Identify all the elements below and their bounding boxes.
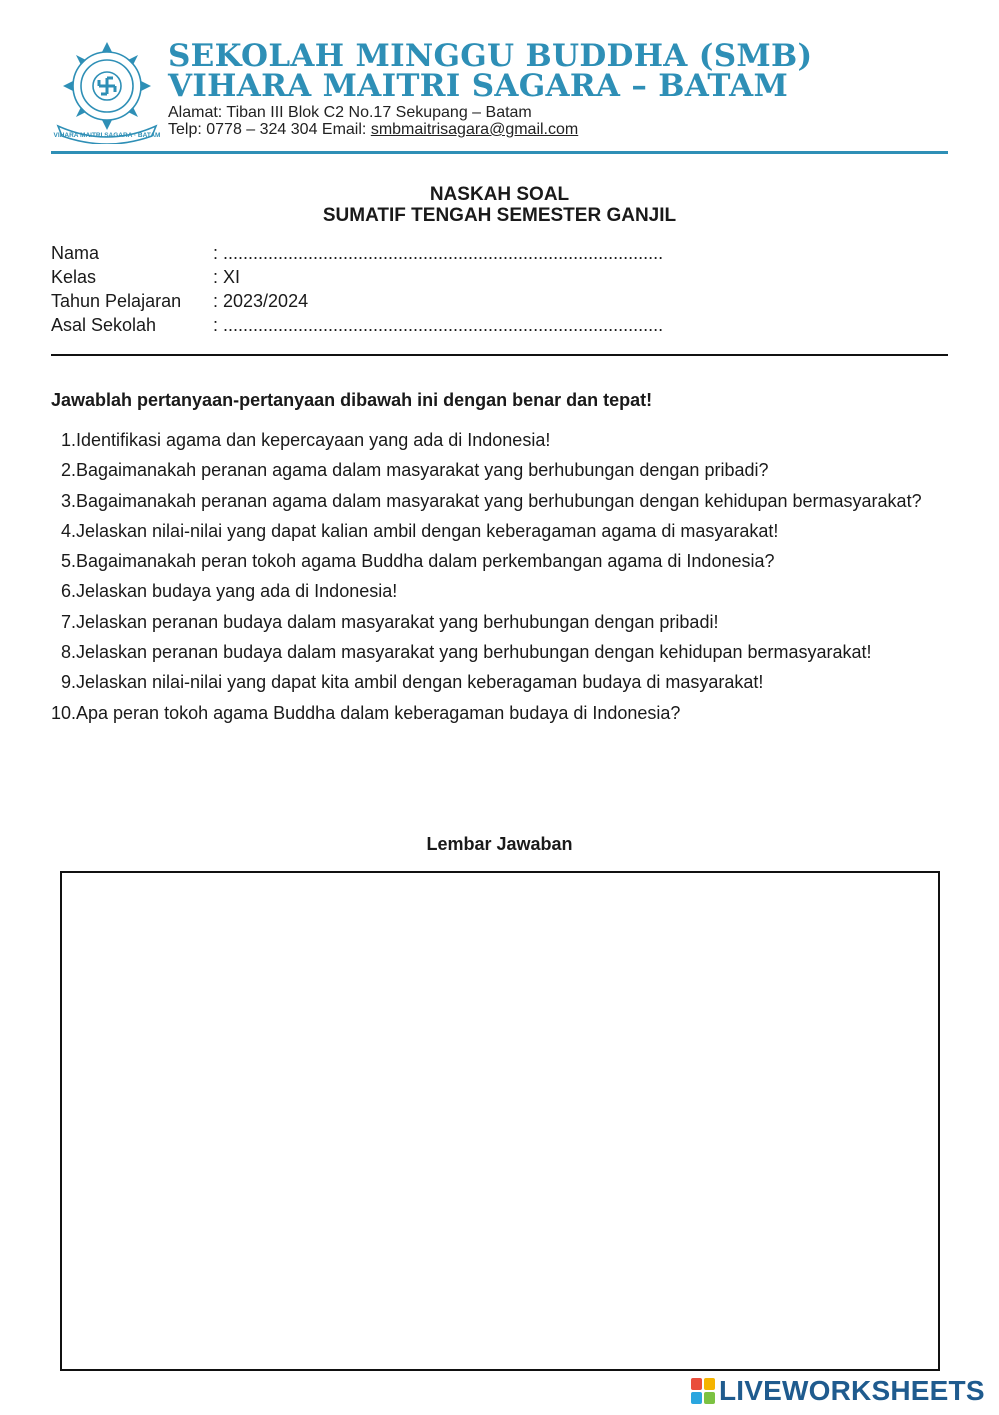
- info-label: Asal Sekolah: [51, 315, 157, 335]
- question-text: Jelaskan nilai-nilai yang dapat kalian ambil dengan keberagaman agama di masyarakat!: [76, 520, 779, 541]
- info-label: Nama: [51, 243, 100, 263]
- question-number: 5.: [60, 551, 76, 572]
- question-text: Jelaskan peranan budaya dalam masyarakat yang berhubungan dengan pribadi!: [76, 611, 719, 632]
- contact-email-link[interactable]: smbmaitrisagara@gmail.com: [370, 121, 579, 138]
- list-item: [51, 607, 941, 637]
- liveworksheets-brand[interactable]: [691, 1376, 985, 1406]
- list-item: [51, 425, 941, 455]
- list-item: [51, 698, 941, 728]
- list-item: [51, 637, 941, 667]
- logo-banner-text: VIHARA MAITRI SAGARA · BATAM: [53, 132, 161, 139]
- info-value: : XI: [213, 267, 241, 287]
- list-item: [51, 667, 941, 697]
- question-text: Identifikasi agama dan kepercayaan yang ada di Indonesia!: [76, 430, 551, 450]
- question-number: 3.: [60, 490, 76, 511]
- info-row-nama: [51, 243, 663, 267]
- question-number: 8.: [60, 642, 76, 663]
- header-divider: [51, 151, 948, 154]
- question-text: Bagaimanakah peranan agama dalam masyarakat yang berhubungan dengan kehidupan bermasyarakat?: [76, 490, 922, 511]
- question-text: Jelaskan nilai-nilai yang dapat kita ambil dengan keberagaman budaya di masyarakat!: [76, 672, 764, 693]
- question-text: Bagaimanakah peran tokoh agama Buddha dalam perkembangan agama di Indonesia?: [76, 551, 775, 572]
- asal-sekolah-field[interactable]: : ........................................................................................: [213, 315, 664, 335]
- list-item: [51, 546, 941, 576]
- nama-field[interactable]: : ........................................................................................: [213, 243, 664, 263]
- school-name-line1: SEKOLAH MINGGU BUDDHA (SMB): [168, 38, 813, 74]
- list-item: [51, 486, 941, 516]
- info-value: : 2023/2024: [213, 291, 309, 311]
- brand-text: LIVEWORKSHEETS: [719, 1375, 985, 1406]
- question-number: 6.: [60, 581, 76, 602]
- question-list: [51, 425, 941, 728]
- contact-phone: Telp: 0778 – 324 304 Email:: [168, 121, 371, 138]
- question-number: 9.: [60, 672, 76, 693]
- question-text: Bagaimanakah peranan agama dalam masyarakat yang berhubungan dengan pribadi?: [76, 460, 769, 481]
- question-text: Jelaskan budaya yang ada di Indonesia!: [76, 581, 398, 602]
- document-subtitle: SUMATIF TENGAH SEMESTER GANJIL: [322, 205, 677, 226]
- instruction-text: Jawablah pertanyaan-pertanyaan dibawah ini dengan benar dan tepat!: [51, 390, 653, 410]
- info-label: Kelas: [51, 267, 97, 287]
- question-text: Apa peran tokoh agama Buddha dalam keberagaman budaya di Indonesia?: [76, 702, 681, 723]
- info-label: Tahun Pelajaran: [51, 291, 182, 311]
- school-name-line2: VIHARA MAITRI SAGARA – BATAM: [168, 68, 789, 104]
- answer-box[interactable]: [60, 871, 940, 1371]
- info-divider: [51, 354, 948, 356]
- school-logo-icon: [48, 36, 166, 144]
- school-address: Alamat: Tiban III Blok C2 No.17 Sekupang – Batam: [168, 104, 532, 121]
- student-info: [51, 243, 663, 339]
- question-number: 7.: [60, 611, 76, 632]
- question-number: 2.: [60, 460, 76, 481]
- list-item: [51, 516, 941, 546]
- question-text: Jelaskan peranan budaya dalam masyarakat yang berhubungan dengan kehidupan bermasyarakat!: [76, 642, 872, 663]
- info-row-tahun: [51, 291, 663, 315]
- list-item: [51, 455, 941, 485]
- question-number: 4.: [60, 520, 76, 541]
- school-contact: [168, 121, 578, 139]
- list-item: [51, 576, 941, 606]
- info-row-asal-sekolah: [51, 315, 663, 339]
- info-row-kelas: [51, 267, 663, 291]
- question-number: 1.: [60, 430, 76, 450]
- liveworksheets-logo-icon: [691, 1378, 715, 1404]
- document-title: NASKAH SOAL: [429, 184, 570, 205]
- question-number: 10.: [51, 702, 77, 723]
- answer-sheet-title: Lembar Jawaban: [426, 834, 573, 854]
